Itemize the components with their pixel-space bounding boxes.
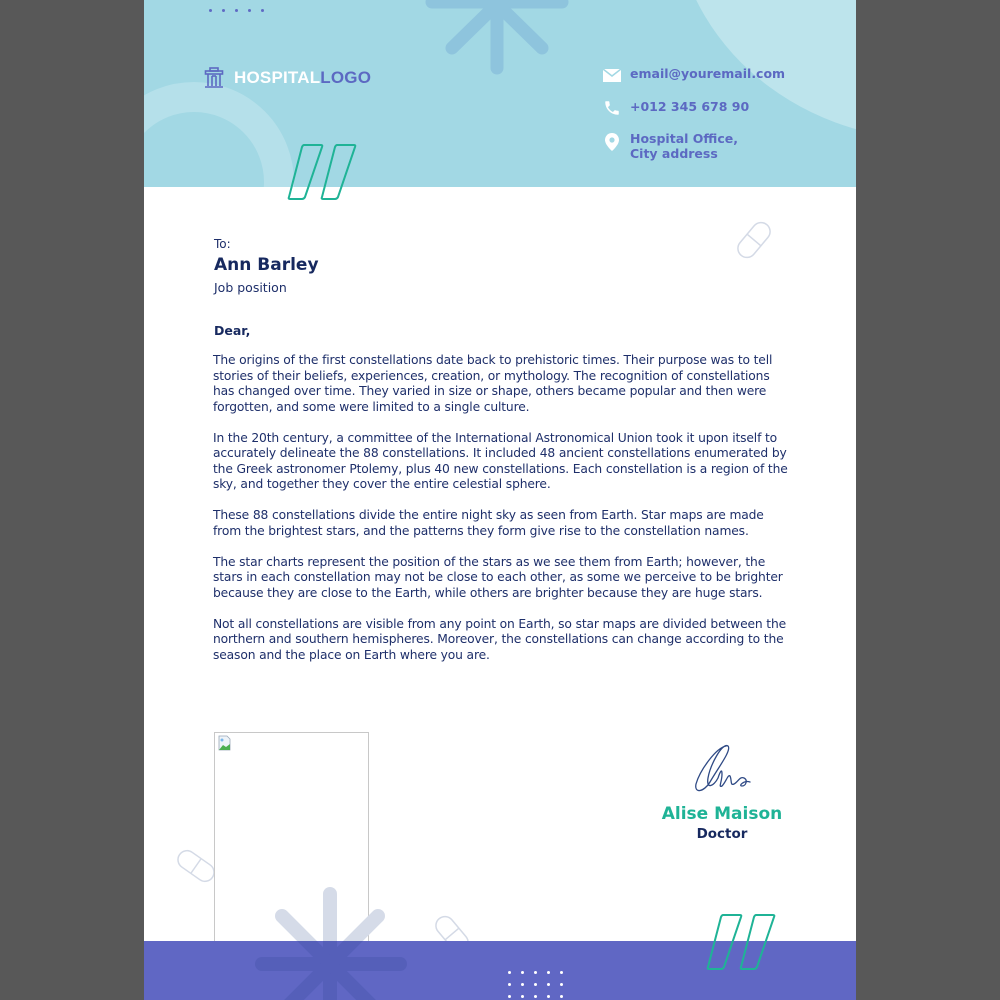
pill-capsule-icon (734, 218, 774, 262)
pill-capsule-icon (174, 846, 218, 886)
envelope-icon (603, 66, 621, 84)
contact-info (603, 66, 785, 173)
contact-email (603, 66, 785, 84)
phone-icon (603, 99, 621, 117)
recipient-position: Job position (214, 280, 287, 295)
dot-grid-decoration (508, 971, 564, 998)
decorative-ring (144, 82, 294, 187)
address-line-2: City address (630, 146, 718, 161)
asterisk-decoration-icon (422, 0, 572, 100)
asterisk-decoration-icon (252, 941, 416, 1000)
paragraph: The star charts represent the position of the stars as we see them from Earth; however, the stars in each constellation may not be close to each other, as some we perceive to be brighter because they are close to the Earth, while others are brighter because they are huge stars. (213, 554, 783, 600)
letterhead-header (144, 0, 856, 187)
paragraph: In the 20th century, a committee of the International Astronomical Union took it upon itself to accurately delineate the 88 constellations. It included 48 ancient constellations enumerated by the Greek astronomer Ptolemy, plus 40 new constellations. Each constellation is a region of the sky, and together they cover the entire celestial sphere. (213, 430, 788, 491)
hospital-logo (204, 67, 371, 89)
address-text (630, 131, 738, 161)
salutation: Dear, (214, 323, 251, 338)
contact-phone (603, 99, 785, 117)
paragraph: These 88 constellations divide the entire night sky as seen from Earth. Star maps are made from the brightest stars, and the patterns they form give rise to the constellation names. (213, 508, 764, 538)
double-slash-decoration-icon (706, 913, 780, 971)
letterhead-page (144, 0, 856, 1000)
logo-text-hospital: HOSPITAL (234, 68, 321, 87)
signer-role: Doctor (696, 826, 748, 842)
address-line-1: Hospital Office, (630, 131, 738, 146)
phone-text[interactable]: +012 345 678 90 (630, 99, 750, 114)
email-text[interactable]: email@youremail.com (630, 66, 786, 81)
double-slash-decoration-icon (287, 143, 361, 201)
letter-body (213, 353, 791, 679)
location-pin-icon (603, 133, 621, 151)
signer-name: Alise Maison (661, 804, 783, 824)
contact-address (603, 131, 785, 161)
dot-grid-decoration (209, 0, 265, 12)
hospital-building-icon (204, 67, 224, 89)
signature-scribble-icon (692, 742, 754, 798)
recipient-label: To: (214, 237, 231, 251)
paragraph: The origins of the first constellations date back to prehistoric times. Their purpose was to tell stories of their beliefs, experiences, creation, or mythology. The recognition of constellations has changed over time. They varied in size or shape, others became popular and then were forgotten, and some were limited to a single culture. (213, 353, 773, 414)
logo-text (234, 68, 371, 88)
logo-text-logo: LOGO (320, 68, 372, 87)
recipient-name: Ann Barley (214, 255, 319, 275)
paragraph: Not all constellations are visible from any point on Earth, so star maps are divided between the northern and southern hemispheres. Moreover, the constellations can change according to the season and the place on Earth where you are. (213, 616, 787, 662)
broken-image-icon (217, 735, 233, 751)
